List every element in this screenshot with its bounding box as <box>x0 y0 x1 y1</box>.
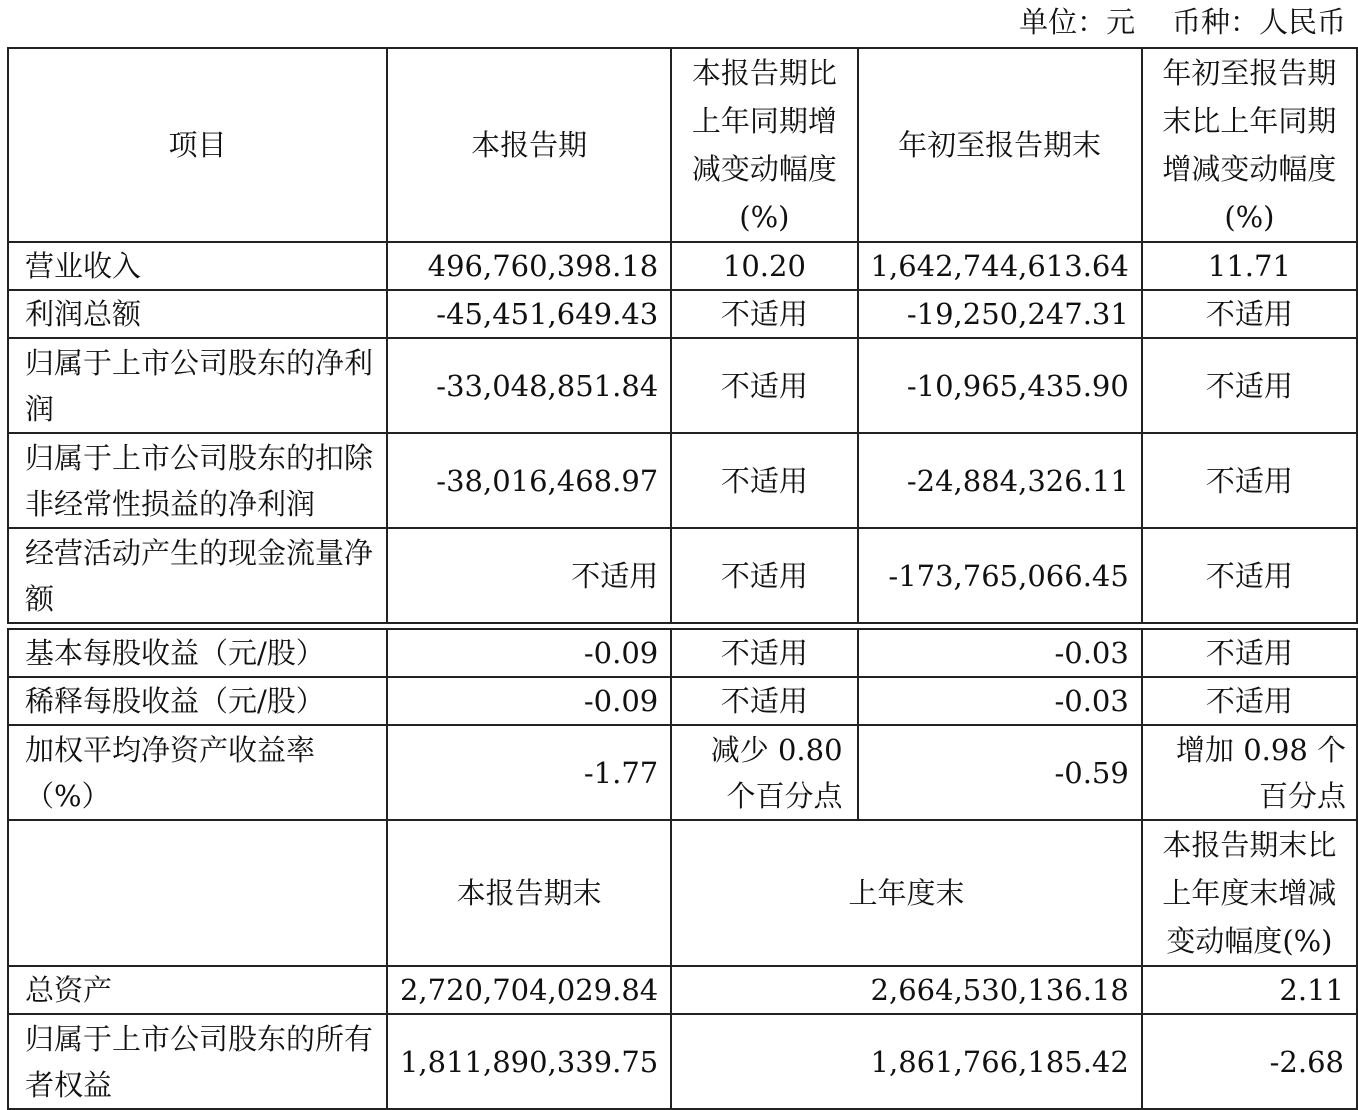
balance-header-row <box>8 820 1357 966</box>
cell-prior-year-end: 1,861,766,185.42 <box>671 1014 1142 1109</box>
row-label: 归属于上市公司股东的净利润 <box>8 338 387 433</box>
table-row <box>8 433 1357 528</box>
row-label: 归属于上市公司股东的所有者权益 <box>8 1014 387 1109</box>
cell-ytd-change: 不适用 <box>1142 433 1357 528</box>
unit-currency-note: 单位：元 币种：人民币 <box>1019 5 1346 39</box>
cell-current: -0.09 <box>387 629 671 677</box>
table-row <box>8 677 1357 725</box>
header-balance-change: 本报告期末比上年度末增减变动幅度(%) <box>1142 820 1357 966</box>
header-item: 项目 <box>8 48 387 242</box>
header-period-end: 本报告期末 <box>387 820 671 966</box>
cell-ytd-change: 不适用 <box>1142 290 1357 338</box>
table-row <box>8 1014 1357 1109</box>
cell-ytd: -0.03 <box>858 677 1142 725</box>
cell-period-end: 1,811,890,339.75 <box>387 1014 671 1109</box>
cell-current: -45,451,649.43 <box>387 290 671 338</box>
table-header-row <box>8 48 1357 242</box>
cell-current-change: 10.20 <box>671 242 857 290</box>
row-label: 营业收入 <box>8 242 387 290</box>
header-ytd: 年初至报告期末 <box>858 48 1142 242</box>
cell-ytd: -0.03 <box>858 629 1142 677</box>
cell-ytd-change: 不适用 <box>1142 338 1357 433</box>
cell-current: -0.09 <box>387 677 671 725</box>
table-row <box>8 725 1357 820</box>
cell-ytd: 1,642,744,613.64 <box>858 242 1142 290</box>
cell-ytd-change: 不适用 <box>1142 629 1357 677</box>
row-label: 稀释每股收益（元/股） <box>8 677 387 725</box>
cell-current-change: 不适用 <box>671 338 857 433</box>
header-prior-year-end: 上年度末 <box>671 820 1142 966</box>
table-row <box>8 290 1357 338</box>
cell-balance-change: -2.68 <box>1142 1014 1357 1109</box>
cell-ytd-change: 11.71 <box>1142 242 1357 290</box>
cell-ytd: -24,884,326.11 <box>858 433 1142 528</box>
cell-ytd: -19,250,247.31 <box>858 290 1142 338</box>
table-row <box>8 242 1357 290</box>
cell-current-change: 不适用 <box>671 629 857 677</box>
cell-balance-change: 2.11 <box>1142 966 1357 1014</box>
cell-ytd: -10,965,435.90 <box>858 338 1142 433</box>
cell-current: -1.77 <box>387 725 671 820</box>
cell-current-change: 不适用 <box>671 528 857 623</box>
row-label: 经营活动产生的现金流量净额 <box>8 528 387 623</box>
table-row <box>8 338 1357 433</box>
cell-ytd-change: 不适用 <box>1142 528 1357 623</box>
table-row <box>8 629 1357 677</box>
cell-current-change: 不适用 <box>671 290 857 338</box>
header-current-change: 本报告期比上年同期增减变动幅度(%) <box>671 48 857 242</box>
cell-current: 496,760,398.18 <box>387 242 671 290</box>
cell-period-end: 2,720,704,029.84 <box>387 966 671 1014</box>
cell-ytd: -173,765,066.45 <box>858 528 1142 623</box>
cell-current-change: 不适用 <box>671 433 857 528</box>
cell-prior-year-end: 2,664,530,136.18 <box>671 966 1142 1014</box>
row-label: 归属于上市公司股东的扣除非经常性损益的净利润 <box>8 433 387 528</box>
cell-current: 不适用 <box>387 528 671 623</box>
row-label: 加权平均净资产收益率（%） <box>8 725 387 820</box>
cell-current: -33,048,851.84 <box>387 338 671 433</box>
row-label: 基本每股收益（元/股） <box>8 629 387 677</box>
cell-ytd-change: 不适用 <box>1142 677 1357 725</box>
cell-current: -38,016,468.97 <box>387 433 671 528</box>
row-label: 总资产 <box>8 966 387 1014</box>
cell-current-change: 减少 0.80 个百分点 <box>671 725 857 820</box>
cell-ytd: -0.59 <box>858 725 1142 820</box>
financial-summary-table <box>7 47 1358 1110</box>
table-row <box>8 966 1357 1014</box>
row-label: 利润总额 <box>8 290 387 338</box>
header-blank <box>8 820 387 966</box>
header-ytd-change: 年初至报告期末比上年同期增减变动幅度(%) <box>1142 48 1357 242</box>
cell-ytd-change: 增加 0.98 个百分点 <box>1142 725 1357 820</box>
table-row <box>8 528 1357 623</box>
header-current-period: 本报告期 <box>387 48 671 242</box>
cell-current-change: 不适用 <box>671 677 857 725</box>
